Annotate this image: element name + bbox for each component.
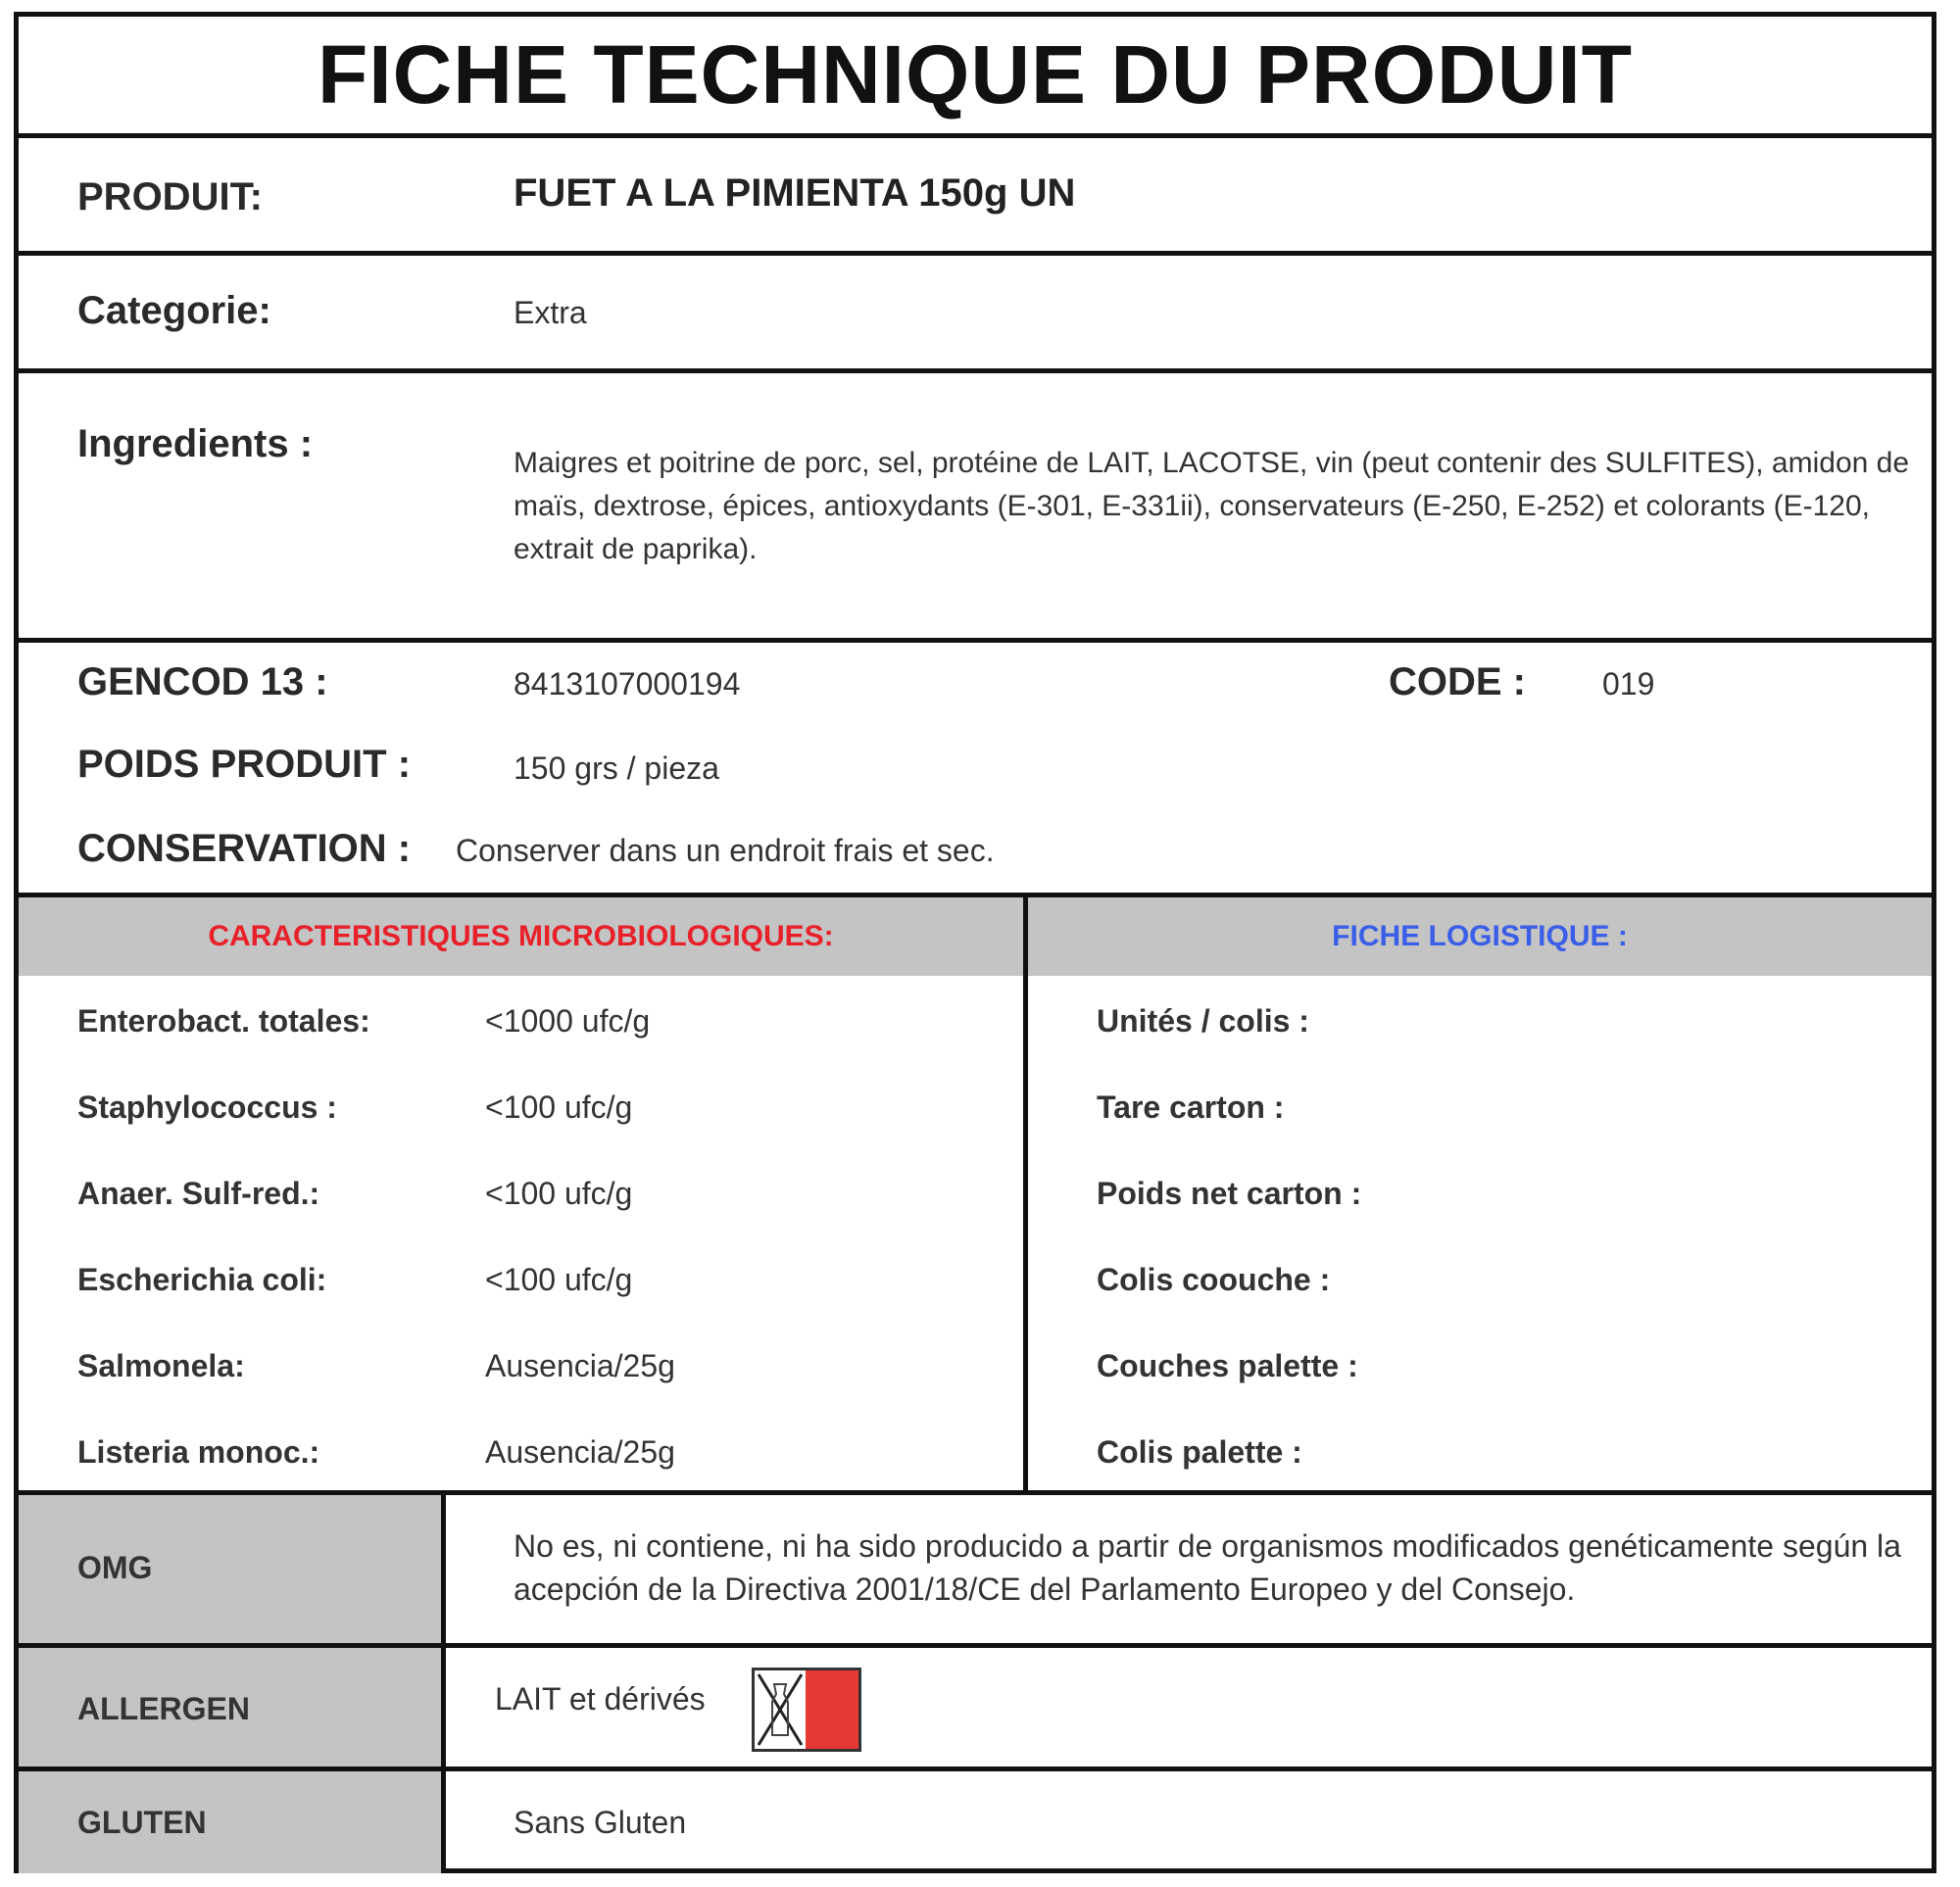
allergen-label: ALLERGEN (77, 1691, 250, 1726)
ingredients-row (19, 373, 1932, 643)
gencod-label: GENCOD 13 : (77, 660, 328, 703)
micro-item-value: <100 ufc/g (485, 1262, 633, 1297)
gluten-label-cell (19, 1771, 446, 1873)
logistique-item-label: Unités / colis : (1097, 1003, 1309, 1039)
poids-value: 150 grs / pieza (514, 750, 719, 786)
micro-item-label: Listeria monoc.: (77, 1434, 320, 1470)
logistique-item-label: Couches palette : (1097, 1348, 1358, 1383)
micro-item-label: Escherichia coli: (77, 1262, 327, 1297)
omg-label: OMG (77, 1550, 153, 1585)
categorie-value: Extra (514, 295, 587, 330)
logistique-item-label: Colis coouche : (1097, 1262, 1331, 1297)
code-label: CODE : (1389, 660, 1526, 703)
gluten-row (19, 1771, 1932, 1873)
logistique-item-label: Poids net carton : (1097, 1176, 1362, 1211)
micro-item-value: <100 ufc/g (485, 1089, 633, 1125)
page-title: FICHE TECHNIQUE DU PRODUIT (19, 17, 1932, 138)
product-info-block (19, 643, 1932, 897)
micro-item-value: <100 ufc/g (485, 1176, 633, 1211)
micro-column (19, 897, 1028, 1490)
allergen-row (19, 1648, 1932, 1771)
milk-allergen-icon (752, 1668, 861, 1752)
micro-item-value: <1000 ufc/g (485, 1003, 651, 1039)
conservation-label: CONSERVATION : (77, 827, 412, 870)
allergen-label-cell (19, 1648, 446, 1766)
logistique-column (1028, 897, 1932, 1490)
logistique-item-label: Tare carton : (1097, 1089, 1285, 1125)
product-sheet (14, 12, 1936, 1873)
allergen-value: LAIT et dérivés (495, 1681, 706, 1717)
produit-row (19, 138, 1932, 256)
code-value: 019 (1602, 666, 1655, 702)
categorie-label: Categorie: (77, 289, 271, 332)
ingredients-text: Maigres et poitrine de porc, sel, protéine de LAIT, LACOTSE, vin (peut contenir des SULFITES), amidon de maïs, dextrose, épices, antioxydants (E-301, E-331ii), conservateurs (E-250, E-252) et colorants (E-120, extrait de paprika). (514, 447, 1910, 565)
categorie-row (19, 256, 1932, 373)
micro-item-label: Salmonela: (77, 1348, 245, 1383)
poids-label: POIDS PRODUIT : (77, 743, 412, 786)
produit-value: FUET A LA PIMIENTA 150g UN (514, 171, 1076, 215)
logistique-heading: FICHE LOGISTIQUE : (1028, 897, 1932, 976)
micro-logistique-block (19, 897, 1932, 1495)
micro-item-value: Ausencia/25g (485, 1434, 675, 1470)
gluten-value: Sans Gluten (514, 1805, 687, 1840)
ingredients-label: Ingredients : (77, 422, 314, 465)
gluten-label: GLUTEN (77, 1805, 207, 1840)
micro-item-label: Staphylococcus : (77, 1089, 337, 1125)
omg-text: No es, ni contiene, ni ha sido producido a partir de organismos modificados genéticamente según la acepción de la Directiva 2001/18/CE del Parlamento Europeo y del Consejo. (514, 1528, 1901, 1607)
micro-heading: CARACTERISTIQUES MICROBIOLOGIQUES: (19, 897, 1023, 976)
omg-row (19, 1495, 1932, 1648)
micro-item-value: Ausencia/25g (485, 1348, 675, 1383)
gencod-value: 8413107000194 (514, 666, 741, 702)
micro-item-label: Enterobact. totales: (77, 1003, 370, 1039)
conservation-value: Conserver dans un endroit frais et sec. (456, 833, 995, 868)
micro-item-label: Anaer. Sulf-red.: (77, 1176, 320, 1211)
omg-label-cell (19, 1495, 446, 1643)
produit-label: PRODUIT: (77, 175, 263, 218)
logistique-item-label: Colis palette : (1097, 1434, 1302, 1470)
